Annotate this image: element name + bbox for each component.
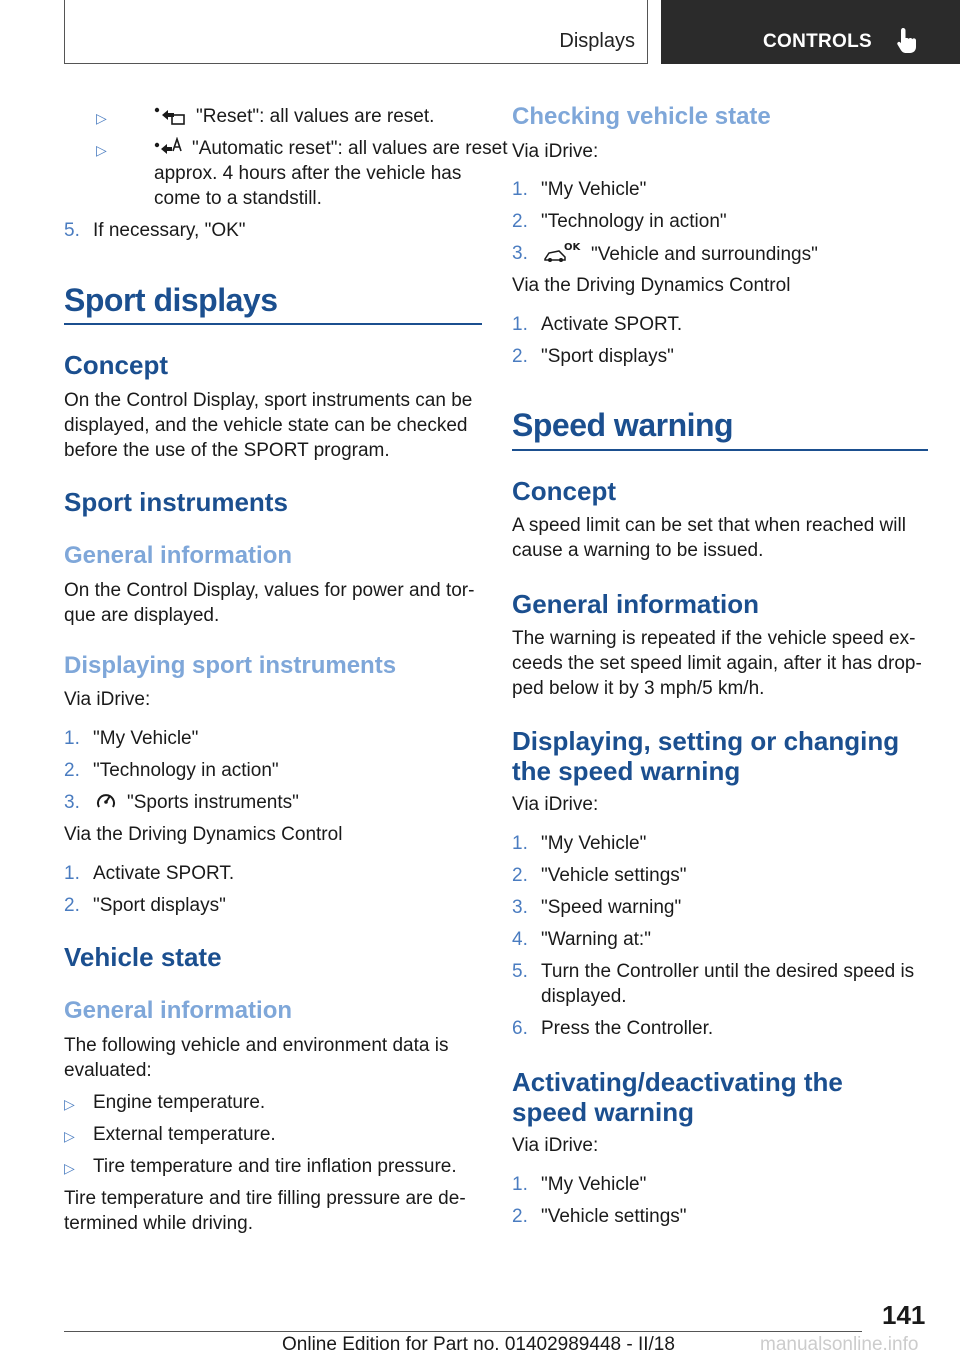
sw-concept-line-1: A speed limit can be set that when reached will xyxy=(512,515,906,536)
triangle-bullet-icon: ▷ xyxy=(96,110,107,126)
reset-icon xyxy=(154,107,186,125)
list-item-text: Tire temperature and tire inflation pressure. xyxy=(93,1156,457,1177)
list-item-text-line-2: displayed. xyxy=(541,986,627,1007)
vehicle-ok-icon xyxy=(543,241,581,263)
footer-edition: Online Edition for Part no. 01402989448 - II/18 xyxy=(282,1334,675,1355)
list-item-text: Activate SPORT. xyxy=(93,863,235,884)
list-number: 2. xyxy=(512,1206,528,1227)
list-number: 3. xyxy=(512,897,528,918)
general-info-line-1: On the Control Display, values for power and tor- xyxy=(64,580,475,601)
list-item-text: "My Vehicle" xyxy=(541,1174,647,1195)
list-number: 1. xyxy=(512,179,528,200)
list-item-text: "Vehicle settings" xyxy=(541,1206,687,1227)
vs-line-2: evaluated: xyxy=(64,1060,152,1081)
heading-concept: Concept xyxy=(64,350,168,380)
list-item-text xyxy=(154,104,434,129)
general-info-line-2: que are displayed. xyxy=(64,605,220,626)
list-item-text: If necessary, "OK" xyxy=(93,220,246,241)
heading-activating-speed-warning-2: speed warning xyxy=(512,1097,695,1127)
header-chapter-tab xyxy=(661,0,960,64)
reset-text: "Reset": all values are reset. xyxy=(196,106,435,127)
header-section-box xyxy=(64,0,648,64)
heading-displaying-speed-warning-1: Displaying, setting or changing xyxy=(512,726,900,756)
heading-speed-warning: Speed warning xyxy=(512,407,734,443)
heading-sport-displays: Sport displays xyxy=(64,282,278,318)
via-idrive-label: Via iDrive: xyxy=(64,689,151,710)
footer-watermark: manualsonline.info xyxy=(760,1334,919,1355)
automatic-reset-text-line-2: approx. 4 hours after the vehicle has xyxy=(154,163,462,184)
list-number: 1. xyxy=(64,863,80,884)
heading-displaying-sport-instruments: Displaying sport instruments xyxy=(64,652,397,679)
tire-line-2: termined while driving. xyxy=(64,1213,254,1234)
heading-vehicle-state: Vehicle state xyxy=(64,942,222,972)
heading-activating-speed-warning-1: Activating/deactivating the xyxy=(512,1067,843,1097)
list-item-text: External temperature. xyxy=(93,1124,276,1145)
sw-general-line-1: The warning is repeated if the vehicle speed ex- xyxy=(512,628,916,649)
automatic-reset-text-line-1: "Automatic reset": all values are reset xyxy=(192,138,508,159)
heading-rule xyxy=(64,323,482,325)
list-item-text: "My Vehicle" xyxy=(93,728,199,749)
list-item xyxy=(96,136,508,216)
tire-line-1: Tire temperature and tire filling pressure are de- xyxy=(64,1188,466,1209)
list-number: 2. xyxy=(512,211,528,232)
triangle-bullet-icon: ▷ xyxy=(64,1096,75,1112)
list-item xyxy=(512,959,928,1009)
svg-text:OK: OK xyxy=(564,242,581,253)
concept-line-1: On the Control Display, sport instruments can be xyxy=(64,390,473,411)
automatic-reset-text-line-3: come to a standstill. xyxy=(154,188,322,209)
list-item-text xyxy=(154,136,508,161)
list-item-text: "Warning at:" xyxy=(541,929,651,950)
list-number: 3. xyxy=(64,792,80,813)
via-idrive-label: Via iDrive: xyxy=(512,794,599,815)
automatic-reset-icon xyxy=(154,137,182,157)
list-number: 1. xyxy=(512,833,528,854)
list-item-text: "Vehicle settings" xyxy=(541,865,687,886)
list-item-text: "My Vehicle" xyxy=(541,179,647,200)
gauge-icon xyxy=(95,791,117,811)
list-number: 2. xyxy=(64,760,80,781)
list-item-text: Engine temperature. xyxy=(93,1092,266,1113)
heading-displaying-speed-warning-2: the speed warning xyxy=(512,756,741,786)
sw-general-line-3: ped below it by 3 mph/5 km/h. xyxy=(512,678,765,699)
list-number: 3. xyxy=(512,243,528,264)
list-item-text: "Sport displays" xyxy=(93,895,226,916)
heading-concept: Concept xyxy=(512,476,616,506)
heading-checking-vehicle-state: Checking vehicle state xyxy=(512,103,771,130)
list-item-text: "Technology in action" xyxy=(541,211,727,232)
via-ddc-label: Via the Driving Dynamics Control xyxy=(64,824,343,845)
sw-general-line-2: ceeds the set speed limit again, after it has drop- xyxy=(512,653,922,674)
heading-rule xyxy=(512,449,928,451)
sports-instruments-text: "Sports instruments" xyxy=(127,792,299,813)
list-number: 2. xyxy=(512,865,528,886)
via-ddc-label: Via the Driving Dynamics Control xyxy=(512,275,791,296)
heading-general-information: General information xyxy=(512,589,760,619)
list-item-text xyxy=(541,241,818,267)
list-number: 2. xyxy=(512,346,528,367)
list-item-text: "Speed warning" xyxy=(541,897,682,918)
pointing-hand-icon xyxy=(895,26,919,54)
list-number: 4. xyxy=(512,929,528,950)
list-number: 5. xyxy=(64,220,80,241)
list-item-text: "My Vehicle" xyxy=(541,833,647,854)
heading-vs-general-information: General information xyxy=(64,997,293,1024)
list-item-text xyxy=(93,790,299,815)
triangle-bullet-icon: ▷ xyxy=(64,1160,75,1176)
header-section-title: Displays xyxy=(559,30,635,52)
list-item-text: Activate SPORT. xyxy=(541,314,683,335)
heading-sport-instruments: Sport instruments xyxy=(64,487,288,517)
via-idrive-label: Via iDrive: xyxy=(512,1135,599,1156)
triangle-bullet-icon: ▷ xyxy=(96,142,107,158)
list-item-text: Press the Controller. xyxy=(541,1018,714,1039)
page-number: 141 xyxy=(882,1300,926,1330)
triangle-bullet-icon: ▷ xyxy=(64,1128,75,1144)
list-number: 5. xyxy=(512,961,528,982)
heading-general-information: General information xyxy=(64,542,293,569)
vs-line-1: The following vehicle and environment data is xyxy=(64,1035,449,1056)
via-idrive-label: Via iDrive: xyxy=(512,141,599,162)
list-number: 6. xyxy=(512,1018,528,1039)
concept-line-3: before the use of the SPORT program. xyxy=(64,440,390,461)
sw-concept-line-2: cause a warning to be issued. xyxy=(512,540,764,561)
list-item-text-line-1: Turn the Controller until the desired speed is xyxy=(541,961,915,982)
list-number: 1. xyxy=(512,1174,528,1195)
list-item-text: "Sport displays" xyxy=(541,346,674,367)
list-number: 2. xyxy=(64,895,80,916)
header-chapter-title: CONTROLS xyxy=(763,31,873,52)
footer-rule xyxy=(64,1331,862,1332)
list-number: 1. xyxy=(512,314,528,335)
concept-line-2: displayed, and the vehicle state can be checked xyxy=(64,415,468,436)
list-item-text: "Technology in action" xyxy=(93,760,279,781)
vehicle-surroundings-text: "Vehicle and surroundings" xyxy=(591,244,818,265)
list-number: 1. xyxy=(64,728,80,749)
